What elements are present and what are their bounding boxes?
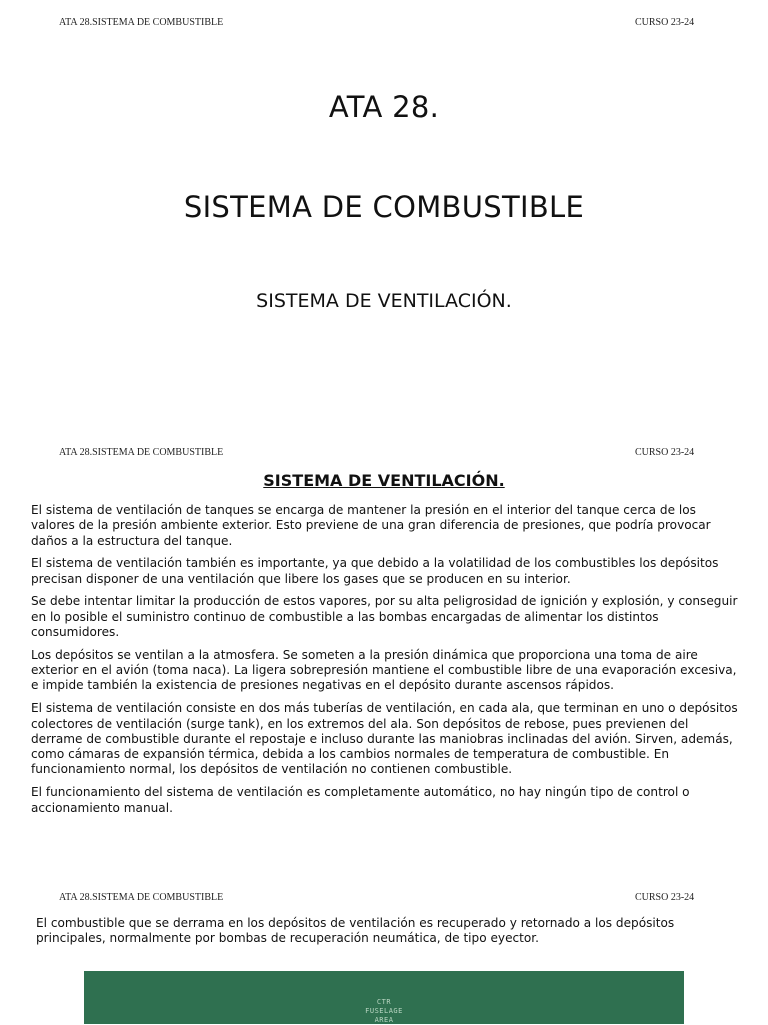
- page-header: [0, 892, 768, 906]
- section-body: [31, 503, 743, 823]
- body-paragraph: El sistema de ventilación de tanques se encarga de mantener la presión en el interior del tanque cerca de los valores de la presión ambiente exterior. Esto previene de una gran diferencia de presiones, que podría provocar daños a la estructura del tanque.: [31, 503, 711, 548]
- diagram-label-line: CTR: [376, 998, 392, 1006]
- page-header: [0, 447, 768, 461]
- header-right-text: CURSO 23-24: [635, 447, 695, 458]
- body-paragraph: El combustible que se derrama en los depósitos de ventilación es recuperado y retornado a los depósitos principales, normalmente por bombas de recuperación neumática, de tipo eyector.: [36, 916, 675, 946]
- page-header: [0, 17, 768, 31]
- header-left-text: ATA 28.SISTEMA DE COMBUSTIBLE: [59, 892, 224, 903]
- body-paragraph: El sistema de ventilación también es importante, ya que debido a la volatilidad de los combustibles los depósitos precisan disponer de una ventilación que libere los gases que se producen en su interior.: [31, 556, 719, 586]
- header-left-text: ATA 28.SISTEMA DE COMBUSTIBLE: [59, 447, 224, 458]
- header-right-text: CURSO 23-24: [635, 17, 695, 28]
- fuel-vent-diagram: [84, 971, 684, 1024]
- body-paragraph: El sistema de ventilación consiste en dos más tuberías de ventilación, en cada ala, que terminan en uno o depósitos colectores de ventilación (surge tank), en los extremos del ala. Son depósitos de rebose, pues previenen del derrame de combustible durante el repostaje e incluso durante las maniobras inclinadas del avión. Sirven, además, como cámaras de expansión térmica, debida a los cambios normales de temperatura de combustible. En funcionamiento normal, los depósitos de ventilación no contienen combustible.: [31, 701, 738, 777]
- title-system: SISTEMA DE COMBUSTIBLE: [183, 190, 585, 224]
- diagram-label: [324, 998, 444, 1025]
- section-heading: SISTEMA DE VENTILACIÓN.: [263, 471, 505, 490]
- body-paragraph: Los depósitos se ventilan a la atmosfera. Se someten a la presión dinámica que proporciona una toma de aire exterior en el avión (toma naca). La ligera sobrepresión mantiene el combustible libre de una evaporación excesiva, e impide también la existencia de presiones negativas en el depósito durante ascensos rápidos.: [31, 647, 737, 693]
- diagram-label-line: AREA: [374, 1016, 394, 1024]
- diagram-label-line: FUSELAGE: [365, 1007, 403, 1015]
- body-paragraph: El funcionamiento del sistema de ventilación es completamente automático, no hay ningún tipo de control o accionamiento manual.: [31, 785, 690, 815]
- body-paragraph: Se debe intentar limitar la producción de estos vapores, por su alta peligrosidad de ignición y explosión, y conseguir en lo posible el suministro continuo de combustible a las bombas encargadas de alimentar los distintos consumidores.: [31, 594, 738, 640]
- header-left-text: ATA 28.SISTEMA DE COMBUSTIBLE: [59, 17, 224, 28]
- subtitle-ventilation: SISTEMA DE VENTILACIÓN.: [256, 290, 512, 312]
- section-body: [36, 916, 741, 947]
- header-right-text: CURSO 23-24: [635, 892, 695, 903]
- title-ata: ATA 28.: [328, 90, 440, 124]
